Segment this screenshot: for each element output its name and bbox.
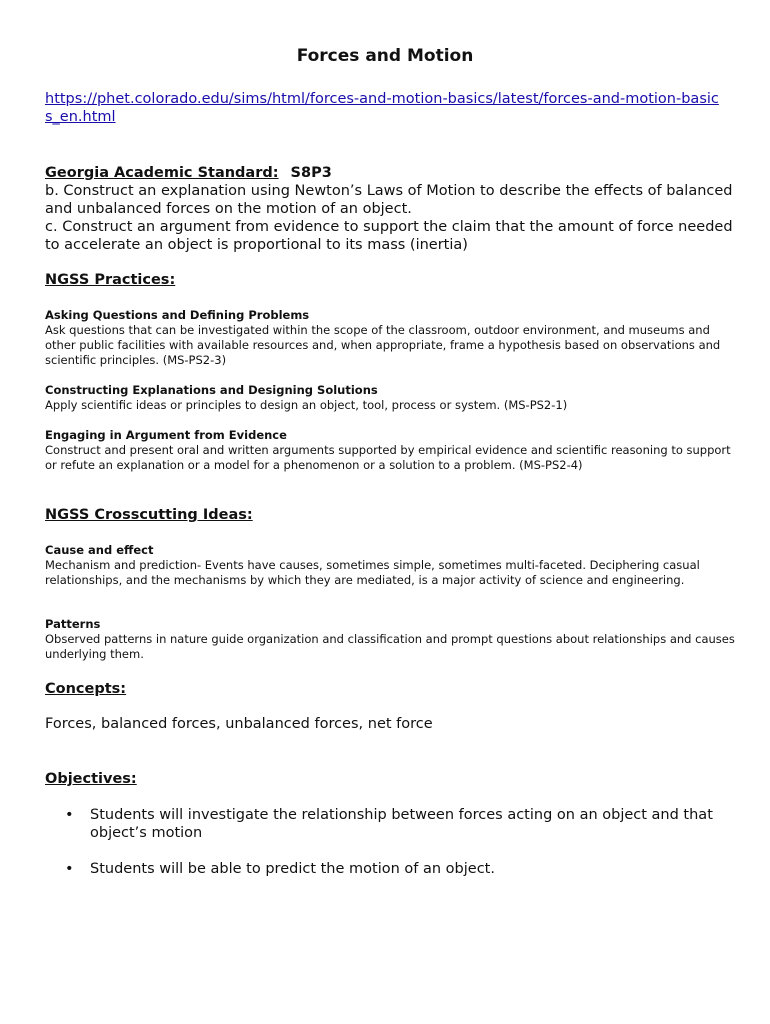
concepts-heading: Concepts:: [45, 681, 127, 697]
georgia-standard-section: [45, 164, 735, 254]
crosscutting-item: [45, 617, 735, 662]
objectives-list: [45, 806, 735, 896]
concepts-text: Forces, balanced forces, unbalanced forces, net force: [45, 716, 433, 732]
crosscutting-text: Mechanism and prediction- Events have causes, sometimes simple, sometimes multi-faceted. Deciphering casual relationships, and the mechanisms by which they are mediated, is a major activity of science and engineering.: [45, 558, 700, 587]
practices-heading: NGSS Practices:: [45, 272, 176, 288]
practice-text: Apply scientific ideas or principles to design an object, tool, process or system. (MS-PS2-1): [45, 398, 568, 412]
phet-simulation-link[interactable]: https://phet.colorado.edu/sims/html/forces-and-motion-basics/latest/forces-and-motion-basics_en.html: [45, 91, 719, 125]
crosscutting-item: [45, 543, 735, 588]
page-title: Forces and Motion: [296, 46, 474, 66]
list-item: [45, 860, 735, 878]
practice-item: [45, 428, 735, 473]
objectives-heading: Objectives:: [45, 771, 137, 787]
standard-item-c: c. Construct an argument from evidence to support the claim that the amount of force needed to accelerate an object is proportional to its mass (inertia): [45, 219, 733, 253]
crosscutting-heading: NGSS Crosscutting Ideas:: [45, 507, 253, 523]
practice-title: Engaging in Argument from Evidence: [45, 428, 287, 442]
bullet-icon: •: [65, 807, 74, 823]
objective-text: Students will be able to predict the motion of an object.: [90, 861, 495, 877]
standard-item-b: b. Construct an explanation using Newton’s Laws of Motion to describe the effects of balanced and unbalanced forces on the motion of an object.: [45, 183, 733, 217]
practice-text: Ask questions that can be investigated within the scope of the classroom, outdoor environment, and museums and other public facilities with available resources and, when appropriate, frame a hypothesis based on observations and scientific principles. (MS-PS2-3): [45, 323, 721, 367]
practice-text: Construct and present oral and written arguments supported by empirical evidence and scientific reasoning to support or refute an explanation or a model for a phenomenon or a solution to a problem. (MS-PS2-4): [45, 443, 731, 472]
crosscutting-title: Cause and effect: [45, 543, 154, 557]
crosscutting-title: Patterns: [45, 617, 101, 631]
standard-label: Georgia Academic Standard:: [45, 165, 279, 181]
objective-text: Students will investigate the relationship between forces acting on an object and that object’s motion: [90, 807, 713, 841]
crosscutting-text: Observed patterns in nature guide organization and classification and prompt questions about relationships and causes underlying them.: [45, 632, 735, 661]
standard-code: S8P3: [290, 165, 332, 181]
practice-item: [45, 308, 735, 368]
practice-title: Constructing Explanations and Designing Solutions: [45, 383, 378, 397]
bullet-icon: •: [65, 861, 74, 877]
practice-title: Asking Questions and Defining Problems: [45, 308, 310, 322]
practice-item: [45, 383, 735, 413]
list-item: [45, 806, 735, 842]
